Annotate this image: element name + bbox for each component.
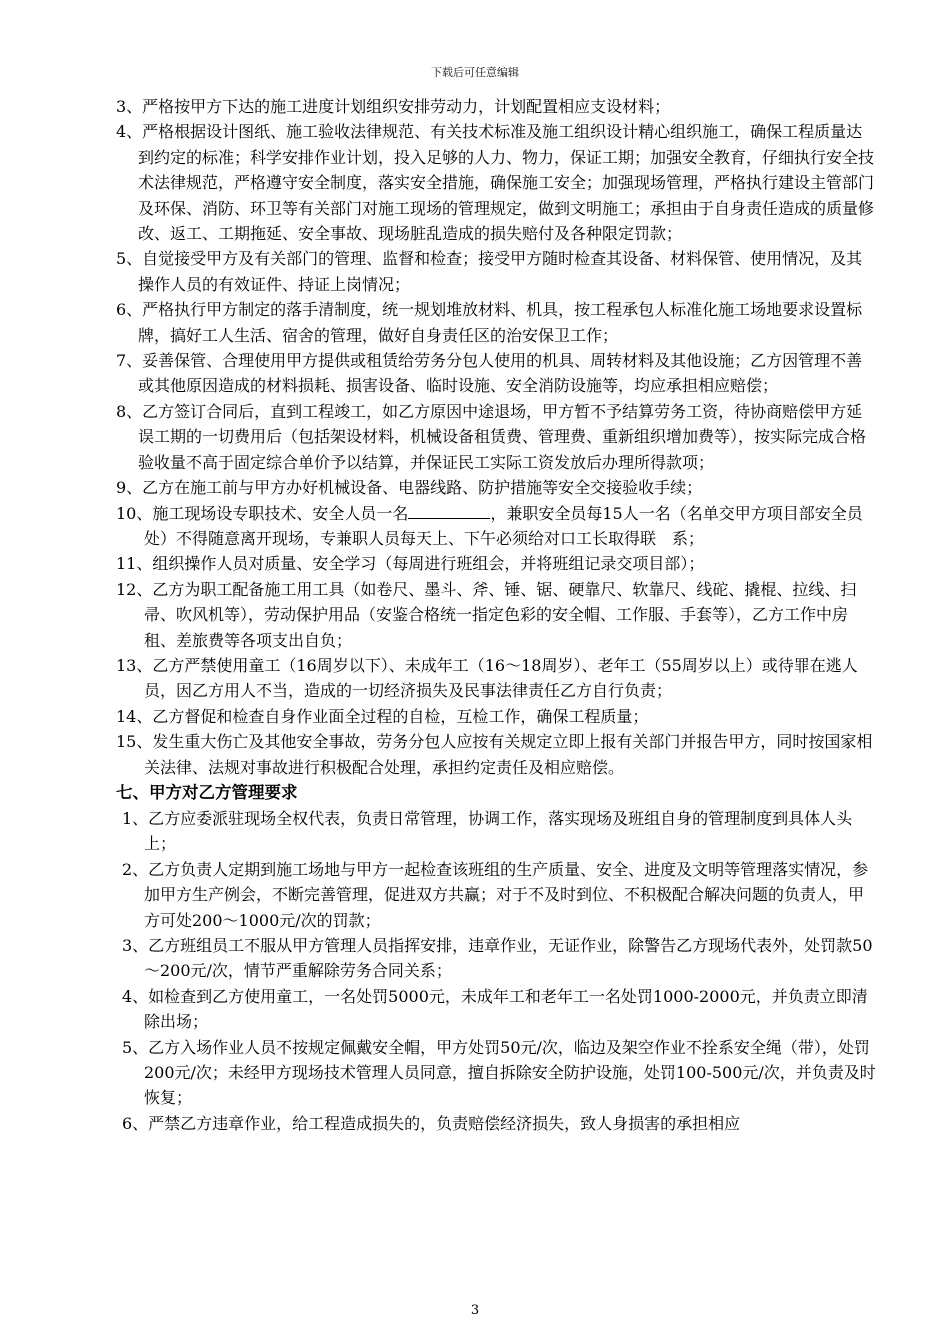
section7-clause-5: 5、乙方入场作业人员不按规定佩戴安全帽，甲方处罚50元/次，临边及架空作业不拴系安全绳（带），处罚200元/次；未经甲方现场技术管理人员同意，擅自拆除安全防护设施，处罚100-500元/次，并负责及时恢复； bbox=[122, 1037, 876, 1108]
clause-8: 8、乙方签订合同后，直到工程竣工，如乙方原因中途退场，甲方暂不予结算劳务工资，待协商赔偿甲方延误工期的一切费用后（包括架设材料，机械设备租赁费、管理费、重新组织增加费等），按实际完成合格验收量不高于固定综合单价予以结算，并保证民工实际工资发放后办理所得款项； bbox=[116, 401, 867, 472]
section7-clause-3: 3、乙方班组员工不服从甲方管理人员指挥安排，违章作业，无证作业，除警告乙方现场代表外，处罚款50～200元/次，情节严重解除劳务合同关系； bbox=[122, 936, 873, 981]
clause-10-before: 10、施工现场设专职技术、安全人员一名 bbox=[116, 503, 409, 523]
clause-7: 7、妥善保管、合理使用甲方提供或租赁给劳务分包人使用的机具、周转材料及其他设施；乙方因管理不善或其他原因造成的材料损耗、损害设备、临时设施、安全消防设施等，均应承担相应赔偿； bbox=[116, 351, 863, 396]
clause-3: 3、严格按甲方下达的施工进度计划组织安排劳动力，计划配置相应支设材料； bbox=[116, 97, 671, 116]
clause-12: 12、乙方为职工配备施工用工具（如卷尺、墨斗、斧、锤、锯、硬靠尺、软靠尺、线砣、撬棍、拉线、扫帚、吹风机等），劳动保护用品（安鉴合格统一指定色彩的安全帽、工作服、手套等），乙方工作中房租、差旅费等各项支出自负； bbox=[116, 579, 857, 650]
header-note: 下载后可任意编辑 bbox=[431, 66, 519, 79]
clause-6: 6、严格执行甲方制定的落手清制度，统一规划堆放材料、机具，按工程承包人标准化施工场地要求设置标牌，搞好工人生活、宿舍的管理，做好自身责任区的治安保卫工作； bbox=[116, 300, 863, 345]
clause-13: 13、乙方严禁使用童工（16周岁以下）、未成年工（16～18周岁）、老年工（55周岁以上）或待罪在逃人员，因乙方用人不当，造成的一切经济损失及民事法律责任乙方自行负责； bbox=[116, 655, 858, 701]
clause-10-after: ，兼职安全员每15人一名（名单交甲方项目部安全员处）不得随意离开现场，专兼职人员每天上、下午必须给对口工长取得联 系； bbox=[144, 503, 863, 548]
document-body bbox=[116, 94, 876, 1136]
section-heading: 七、甲方对乙方管理要求 bbox=[116, 782, 298, 802]
section7-clause-2: 2、乙方负责人定期到施工场地与甲方一起检查该班组的生产质量、安全、进度及文明等管理落实情况，参加甲方生产例会，不断完善管理，促进双方共赢；对于不及时到位、不积极配合解决问题的负责人，甲方可处200～1000元/次的罚款； bbox=[122, 859, 869, 930]
page-number: 3 bbox=[470, 1303, 480, 1318]
section7-clause-4: 4、如检查到乙方使用童工，一名处罚5000元，未成年工和老年工一名处罚1000-2000元，并负责立即清除出场； bbox=[122, 986, 868, 1032]
clause-4: 4、严格根据设计图纸、施工验收法律规范、有关技术标准及施工组织设计精心组织施工，确保工程质量达到约定的标准；科学安排作业计划，投入足够的人力、物力，保证工期；加强安全教育，仔细执行安全技术法律规范，严格遵守安全制度，落实安全措施，确保施工安全；加强现场管理，严格执行建设主管部门及环保、消防、环卫等有关部门对施工现场的管理规定，做到文明施工；承担由于自身责任造成的质量修改、返工、工期拖延、安全事故、现场脏乱造成的损失赔付及各种限定罚款； bbox=[116, 122, 875, 244]
clause-15: 15、发生重大伤亡及其他安全事故，劳务分包人应按有关规定立即上报有关部门并报告甲方，同时按国家相关法律、法规对事故进行积极配合处理，承担约定责任及相应赔偿。 bbox=[116, 732, 873, 777]
clause-10 bbox=[116, 501, 876, 552]
clause-9: 9、乙方在施工前与甲方办好机械设备、电器线路、防护措施等安全交接验收手续； bbox=[116, 478, 703, 498]
clause-14: 14、乙方督促和检查自身作业面全过程的自检，互检工作，确保工程质量； bbox=[116, 706, 649, 726]
section7-clause-1: 1、乙方应委派驻现场全权代表，负责日常管理，协调工作，落实现场及班组自身的管理制度到具体人头上； bbox=[122, 808, 853, 854]
fill-in-blank bbox=[408, 504, 490, 519]
clause-11: 11、组织操作人员对质量、安全学习（每周进行班组会，并将班组记录交项目部）； bbox=[116, 554, 705, 574]
section7-clause-6: 6、严禁乙方违章作业，给工程造成损失的，负责赔偿经济损失，致人身损害的承担相应 bbox=[122, 1113, 741, 1133]
clause-5: 5、自觉接受甲方及有关部门的管理、监督和检查；接受甲方随时检查其设备、材料保管、使用情况，及其操作人员的有效证件、持证上岗情况； bbox=[116, 249, 863, 294]
